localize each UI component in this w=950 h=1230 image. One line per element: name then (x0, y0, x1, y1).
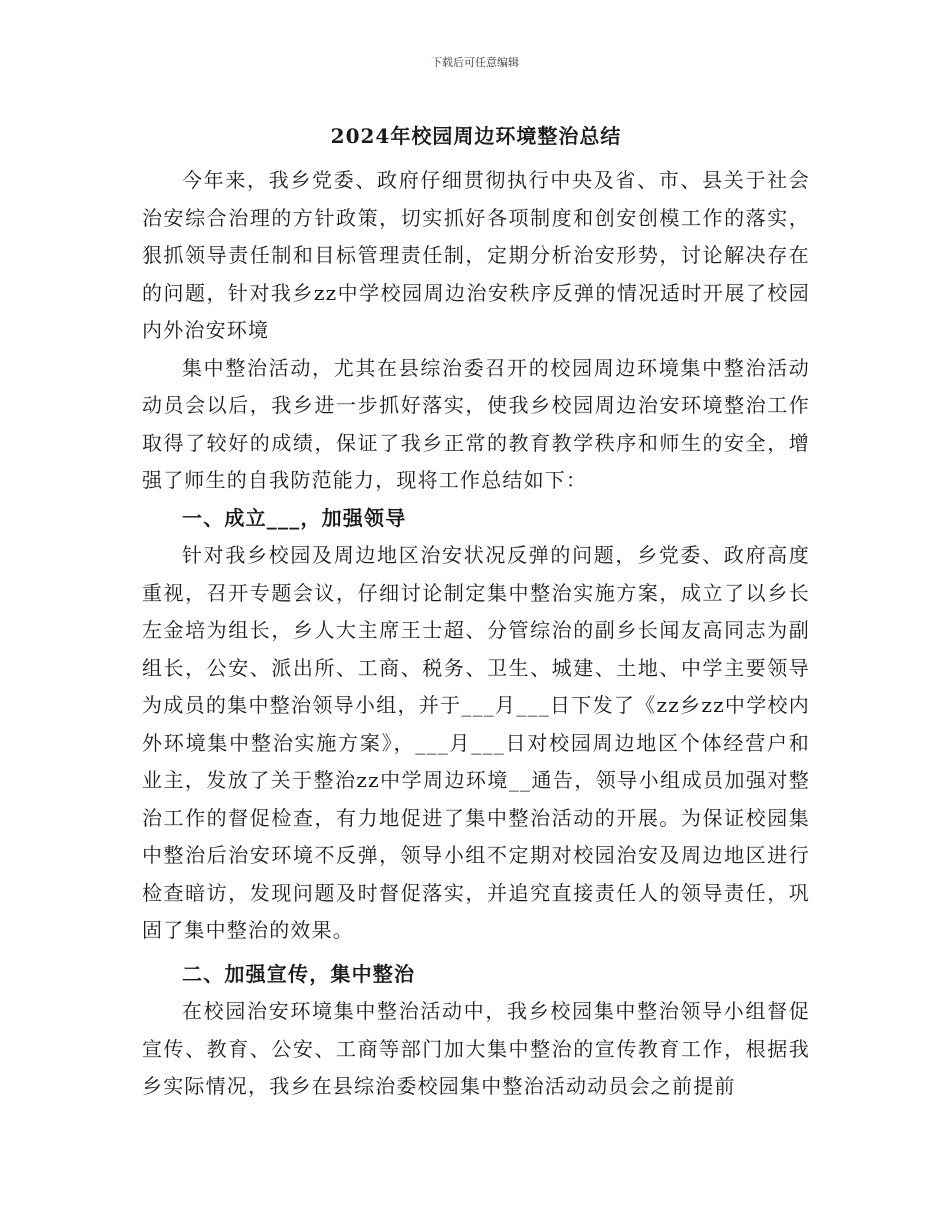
section-1-paragraph-1: 针对我乡校园及周边地区治安状况反弹的问题，乡党委、政府高度重视，召开专题会议，仔细讨论制定集中整治实施方案，成立了以乡长左金培为组长，乡人大主席王士超、分管综治的副乡长闻友高同志为副组长，公安、派出所、工商、税务、卫生、城建、土地、中学主要领导为成员的集中整治领导小组，并于___月___日下发了《zz乡zz中学校内外环境集中整治实施方案》，___月___日对校园周边地区个体经营户和业主，发放了关于整治zz中学周边环境__通告，领导小组成员加强对整治工作的督促检查，有力地促进了集中整治活动的开展。为保证校园集中整治后治安环境不反弹，领导小组不定期对校园治安及周边地区进行检查暗访，发现问题及时督促落实，并追究直接责任人的领导责任，巩固了集中整治的效果。 (142, 543, 810, 942)
section-heading-1: 一、成立___，加强领导 (182, 505, 407, 530)
section-2-paragraph-1: 在校园治安环境集中整治活动中，我乡校园集中整治领导小组督促宣传、教育、公安、工商等部门加大集中整治的宣传教育工作，根据我乡实际情况，我乡在县综治委校园集中整治活动动员会之前提前 (142, 999, 810, 1098)
document-body (142, 120, 810, 1106)
intro-paragraph-1: 今年来，我乡党委、政府仔细贯彻执行中央及省、市、县关于社会治安综合治理的方针政策，切实抓好各项制度和创安创模工作的落实，狠抓领导责任制和目标管理责任制，定期分析治安形势，讨论解决存在的问题，针对我乡zz中学校园周边治安秩序反弹的情况适时开展了校园内外治安环境 (142, 168, 810, 342)
document-title: 2024年校园周边环境整治总结 (330, 124, 622, 148)
header-note: 下载后可任意编辑 (431, 56, 519, 69)
section-heading-2: 二、加强宣传，集中整治 (182, 961, 416, 986)
intro-paragraph-2: 集中整治活动，尤其在县综治委召开的校园周边环境集中整治活动动员会以后，我乡进一步抓好落实，使我乡校园周边治安环境整治工作取得了较好的成绩，保证了我乡正常的教育教学秩序和师生的安全，增强了师生的自我防范能力，现将工作总结如下： (142, 355, 810, 492)
